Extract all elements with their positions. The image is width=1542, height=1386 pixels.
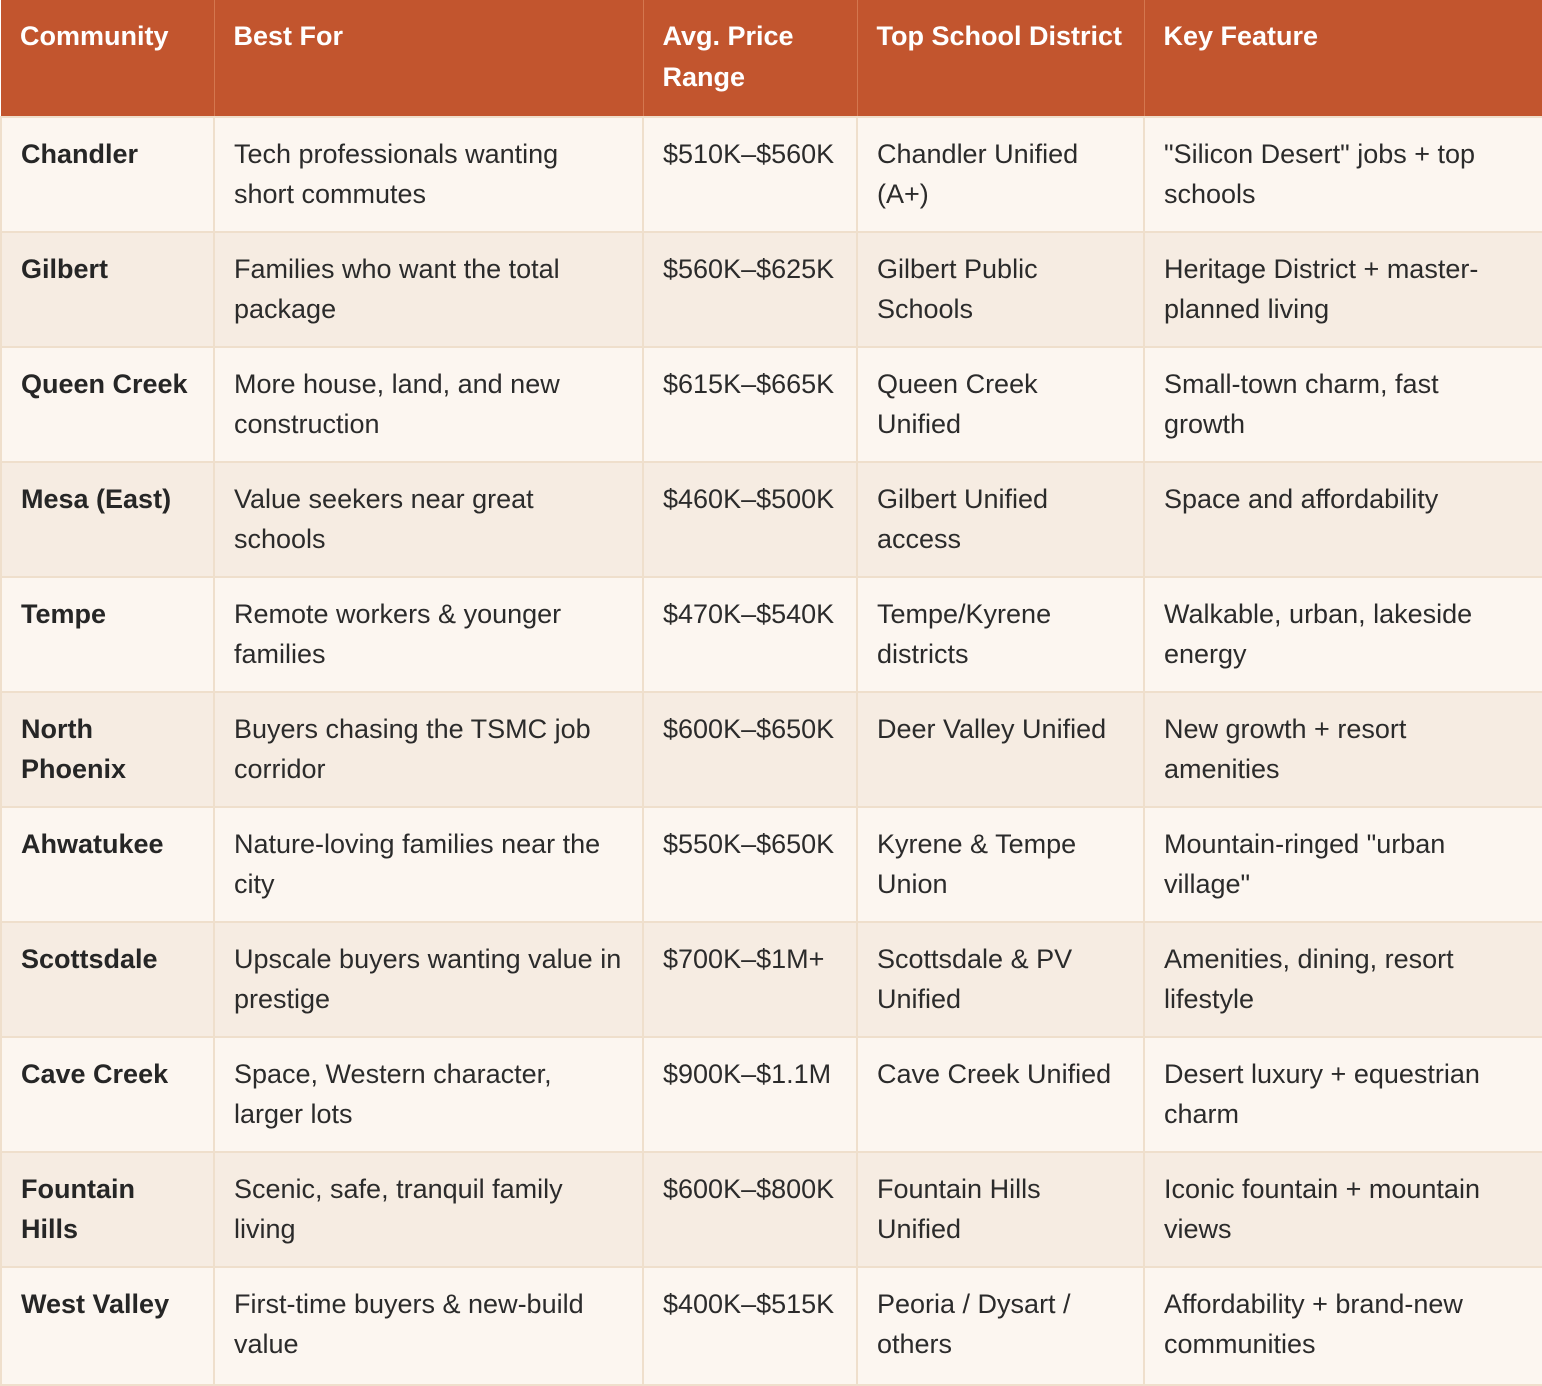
header-avg-price-range: Avg. Price Range [643,0,857,117]
table-header [1,0,1542,117]
price-range-cell: $460K–$500K [643,462,857,577]
price-range-cell: $510K–$560K [643,117,857,232]
best-for-cell: More house, land, and new construction [214,347,643,462]
community-cell: Chandler [1,117,214,232]
price-range-cell: $470K–$540K [643,577,857,692]
best-for-cell: First-time buyers & new-build value [214,1267,643,1385]
community-cell: Cave Creek [1,1037,214,1152]
price-range-cell: $400K–$515K [643,1267,857,1385]
community-cell: North Phoenix [1,692,214,807]
key-feature-cell: Amenities, dining, resort lifestyle [1144,922,1542,1037]
school-district-cell: Queen Creek Unified [857,347,1144,462]
price-range-cell: $550K–$650K [643,807,857,922]
price-range-cell: $600K–$800K [643,1152,857,1267]
school-district-cell: Gilbert Unified access [857,462,1144,577]
price-range-cell: $900K–$1.1M [643,1037,857,1152]
community-cell: West Valley [1,1267,214,1385]
community-cell: Fountain Hills [1,1152,214,1267]
best-for-cell: Scenic, safe, tranquil family living [214,1152,643,1267]
key-feature-cell: Heritage District + master-planned living [1144,232,1542,347]
best-for-cell: Tech professionals wanting short commutes [214,117,643,232]
community-cell: Ahwatukee [1,807,214,922]
table-row [1,807,1542,922]
school-district-cell: Cave Creek Unified [857,1037,1144,1152]
key-feature-cell: Desert luxury + equestrian charm [1144,1037,1542,1152]
best-for-cell: Space, Western character, larger lots [214,1037,643,1152]
best-for-cell: Nature-loving families near the city [214,807,643,922]
school-district-cell: Scottsdale & PV Unified [857,922,1144,1037]
community-cell: Tempe [1,577,214,692]
best-for-cell: Upscale buyers wanting value in prestige [214,922,643,1037]
price-range-cell: $560K–$625K [643,232,857,347]
best-for-cell: Remote workers & younger families [214,577,643,692]
table-row [1,347,1542,462]
key-feature-cell: Iconic fountain + mountain views [1144,1152,1542,1267]
table-row [1,577,1542,692]
header-row [1,0,1542,117]
school-district-cell: Fountain Hills Unified [857,1152,1144,1267]
price-range-cell: $615K–$665K [643,347,857,462]
school-district-cell: Peoria / Dysart / others [857,1267,1144,1385]
table-row [1,117,1542,232]
key-feature-cell: Affordability + brand-new communities [1144,1267,1542,1385]
table-row [1,1152,1542,1267]
table-row [1,922,1542,1037]
header-community: Community [1,0,214,117]
table-row [1,692,1542,807]
best-for-cell: Buyers chasing the TSMC job corridor [214,692,643,807]
table-row [1,1267,1542,1385]
school-district-cell: Deer Valley Unified [857,692,1144,807]
school-district-cell: Chandler Unified (A+) [857,117,1144,232]
price-range-cell: $700K–$1M+ [643,922,857,1037]
key-feature-cell: Walkable, urban, lakeside energy [1144,577,1542,692]
school-district-cell: Kyrene & Tempe Union [857,807,1144,922]
table-row [1,232,1542,347]
header-top-school-district: Top School District [857,0,1144,117]
best-for-cell: Families who want the total package [214,232,643,347]
table-row [1,1037,1542,1152]
key-feature-cell: Space and affordability [1144,462,1542,577]
school-district-cell: Tempe/Kyrene districts [857,577,1144,692]
community-cell: Mesa (East) [1,462,214,577]
header-best-for: Best For [214,0,643,117]
key-feature-cell: Small-town charm, fast growth [1144,347,1542,462]
table-body [1,117,1542,1385]
school-district-cell: Gilbert Public Schools [857,232,1144,347]
table-row [1,462,1542,577]
community-cell: Scottsdale [1,922,214,1037]
key-feature-cell: Mountain-ringed "urban village" [1144,807,1542,922]
community-cell: Gilbert [1,232,214,347]
best-for-cell: Value seekers near great schools [214,462,643,577]
key-feature-cell: New growth + resort amenities [1144,692,1542,807]
price-range-cell: $600K–$650K [643,692,857,807]
community-cell: Queen Creek [1,347,214,462]
header-key-feature: Key Feature [1144,0,1542,117]
key-feature-cell: "Silicon Desert" jobs + top schools [1144,117,1542,232]
